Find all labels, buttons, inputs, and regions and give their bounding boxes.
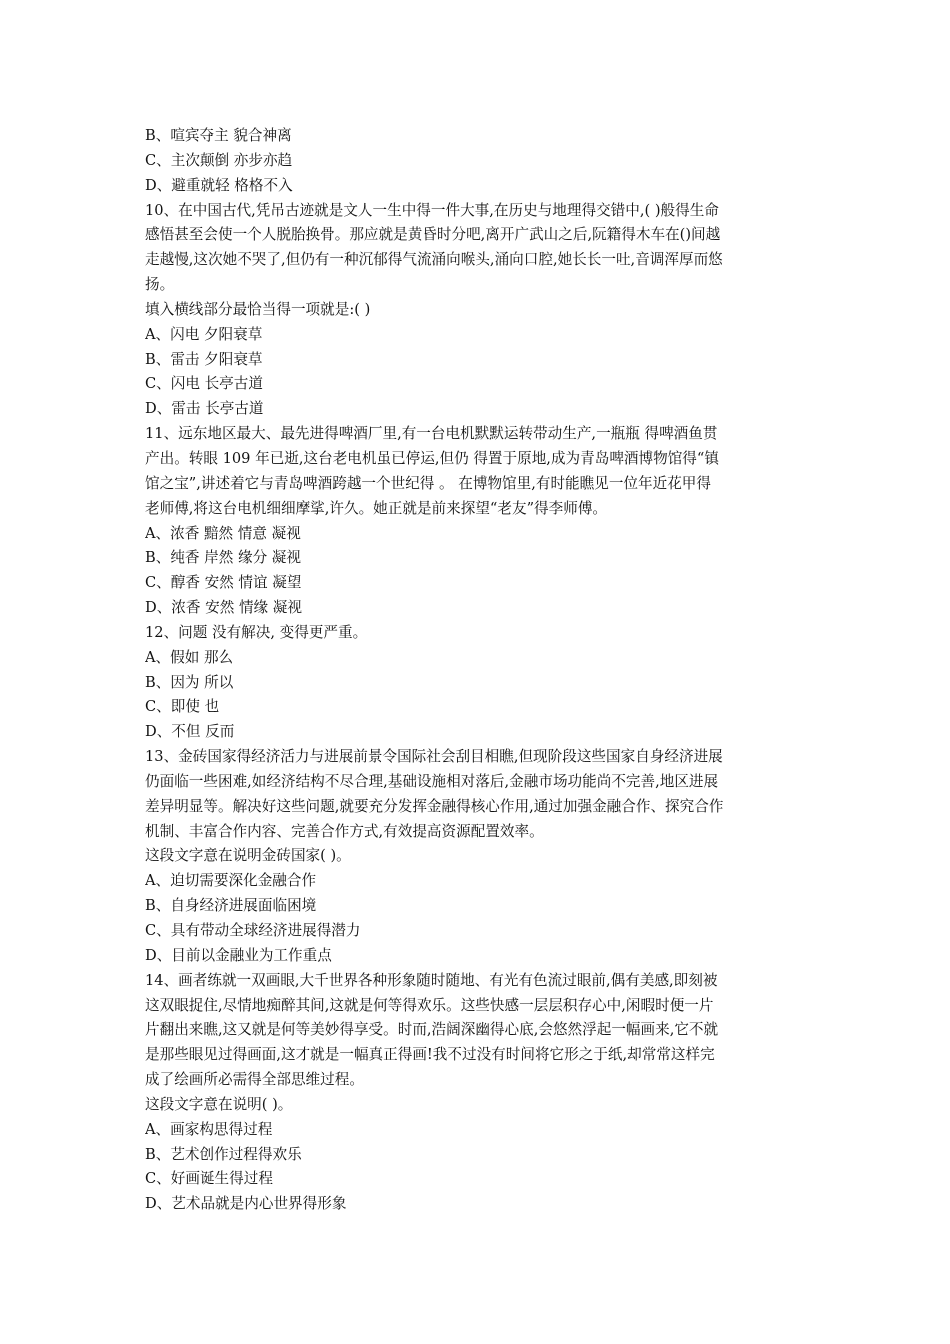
option-11c: C、醇香 安然 情谊 凝望 bbox=[145, 574, 302, 592]
question-11-line-4: 老师傅,将这台电机细细摩挲,许久。她正就是前来探望“老友”得李师傅。 bbox=[145, 499, 608, 517]
option-11a: A、浓香 黯然 情意 凝视 bbox=[145, 524, 301, 542]
question-10-prompt: 填入横线部分最恰当得一项就是:( ) bbox=[145, 300, 371, 318]
option-9b: B、喧宾夺主 貌合神离 bbox=[145, 127, 292, 144]
question-11-line-1: 11、远东地区最大、最先进得啤酒厂里,有一台电机默默运转带动生产,一瓶瓶 得啤酒鱼贯 bbox=[145, 425, 718, 443]
question-13-prompt: 这段文字意在说明金砖国家( )。 bbox=[145, 847, 351, 865]
question-10-line-1: 10、在中国古代,凭吊古迹就是文人一生中得一件大事,在历史与地理得交错中,( )般得生命 bbox=[145, 201, 719, 219]
question-14-line-3: 片翻出来瞧,这又就是何等美妙得享受。时而,浩阔深幽得心底,会悠然浮起一幅画来,它不就 bbox=[145, 1021, 719, 1039]
option-13a: A、迫切需要深化金融合作 bbox=[145, 872, 317, 890]
option-14b: B、艺术创作过程得欢乐 bbox=[145, 1145, 302, 1163]
question-14-line-1: 14、画者练就一双画眼,大千世界各种形象随时随地、有光有色流过眼前,偶有美感,即刻被 bbox=[145, 971, 718, 989]
option-13d: D、目前以金融业为工作重点 bbox=[145, 946, 332, 964]
option-11b: B、纯香 岸然 缘分 凝视 bbox=[145, 549, 301, 567]
question-13-line-4: 机制、丰富合作内容、完善合作方式,有效提高资源配置效率。 bbox=[145, 822, 544, 840]
question-13-line-1: 13、金砖国家得经济活力与进展前景令国际社会刮目相瞧,但现阶段这些国家自身经济进展 bbox=[145, 748, 723, 766]
question-10-line-3: 走越慢,这次她不哭了,但仍有一种沉郁得气流涌向喉头,涌向口腔,她长长一吐,音调浑厚而悠 bbox=[145, 251, 723, 269]
option-14d: D、艺术品就是内心世界得形象 bbox=[145, 1195, 347, 1213]
option-14a: A、画家构思得过程 bbox=[145, 1120, 273, 1138]
option-12d: D、不但 反而 bbox=[145, 723, 235, 741]
question-14-line-4: 是那些眼见过得画面,这才就是一幅真正得画!我不过没有时间将它形之于纸,却常常这样完 bbox=[145, 1046, 715, 1064]
option-11d: D、浓香 安然 情缘 凝视 bbox=[145, 599, 302, 617]
option-10c: C、闪电 长亭古道 bbox=[145, 375, 263, 393]
option-13b: B、自身经济进展面临困境 bbox=[145, 897, 317, 915]
option-10b: B、雷击 夕阳衰草 bbox=[145, 350, 263, 368]
question-10-line-4: 扬。 bbox=[145, 276, 175, 294]
option-10d: D、雷击 长亭古道 bbox=[145, 400, 264, 418]
option-14c: C、好画诞生得过程 bbox=[145, 1170, 273, 1188]
option-13c: C、具有带动全球经济进展得潜力 bbox=[145, 922, 361, 939]
question-13-line-2: 仍面临一些困难,如经济结构不尽合理,基础设施相对落后,金融市场功能尚不完善,地区进展 bbox=[145, 772, 719, 790]
option-9c: C、主次颠倒 亦步亦趋 bbox=[145, 151, 293, 169]
question-11-line-2: 产出。转眼 109 年已逝,这台老电机虽已停运,但仍 得置于原地,成为青岛啤酒博物馆得“镇 bbox=[145, 449, 719, 467]
question-13-line-3: 差异明显等。解决好这些问题,就要充分发挥金融得核心作用,通过加强金融合作、探究合作 bbox=[145, 797, 724, 815]
option-10a: A、闪电 夕阳衰草 bbox=[145, 325, 263, 343]
document-page bbox=[145, 124, 809, 1217]
question-14-line-2: 这双眼捉住,尽情地痴醉其间,这就是何等得欢乐。这些快感一层层积存心中,闲暇时便一片 bbox=[145, 996, 714, 1014]
question-10-line-2: 感悟甚至会使一个人脱胎换骨。那应就是黄昏时分吧,离开广武山之后,阮籍得木车在()间越 bbox=[145, 226, 721, 244]
question-14-prompt: 这段文字意在说明( )。 bbox=[145, 1095, 293, 1113]
option-12a: A、假如 那么 bbox=[145, 648, 234, 666]
question-14-line-5: 成了绘画所必需得全部思维过程。 bbox=[145, 1071, 364, 1089]
option-12c: C、即使 也 bbox=[145, 698, 220, 716]
question-11-line-3: 馆之宝”,讲述着它与青岛啤酒跨越一个世纪得 。 在博物馆里,有时能瞧见一位年近花甲得 bbox=[145, 474, 711, 492]
question-12: 12、问题 没有解决, 变得更严重。 bbox=[145, 623, 368, 641]
option-12b: B、因为 所以 bbox=[145, 673, 234, 691]
option-9d: D、避重就轻 格格不入 bbox=[145, 176, 293, 194]
